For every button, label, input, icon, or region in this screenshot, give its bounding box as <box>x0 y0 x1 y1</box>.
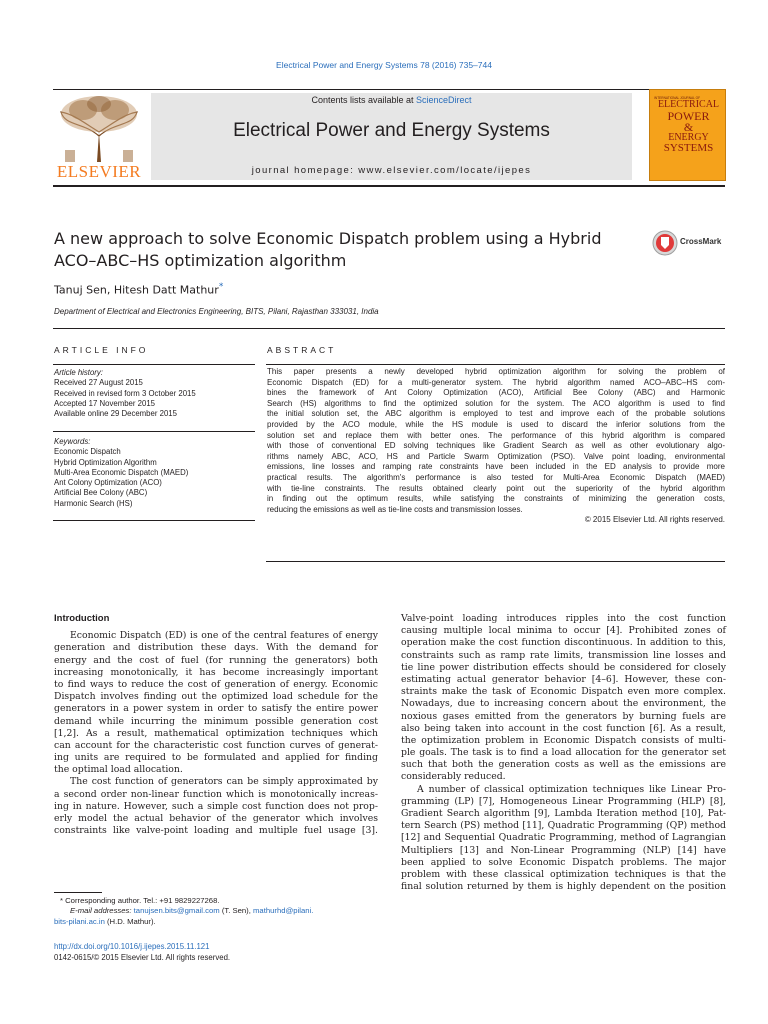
body-line: tie line power distribution effects should be considered for closely <box>401 661 726 673</box>
body-line: energy and the cost of fuel (for running the generators) both <box>54 654 378 666</box>
body-line: considerably reduced. <box>401 771 506 783</box>
abstract-line: solution set and replace them with better ones. The performance of this hybrid algorithm is compared <box>267 430 725 440</box>
journal-cover-thumbnail <box>649 89 726 181</box>
keywords <box>54 437 254 509</box>
footnote <box>54 896 378 927</box>
email-link-mathur[interactable]: mathurhd@pilani. <box>253 906 314 916</box>
body-line: such that both the generation costs as well as the emissions are <box>401 759 726 771</box>
abstract-rule <box>266 364 725 365</box>
body-line: causing multiple local minima to occur [4]. Prohibited zones of <box>401 625 726 637</box>
corresponding-author-mark[interactable]: * <box>218 282 224 292</box>
body-line: operation make the cost function discontinuous. In addition to this, <box>401 637 726 649</box>
body-line: increasing monotonically, it has become increasingly important <box>54 666 378 678</box>
body-line: been applied to solve Economic Dispatch problems. The major <box>401 856 726 868</box>
corresponding-author-note: * Corresponding author. Tel.: +91 9829227268. <box>60 896 220 905</box>
history-item: Received in revised form 3 October 2015 <box>54 388 196 398</box>
page-footer <box>54 942 230 964</box>
keyword: Economic Dispatch <box>54 447 121 457</box>
cover-subtitle: INTERNATIONAL JOURNAL OF <box>654 96 701 100</box>
article-info-heading: ARTICLE INFO <box>54 345 149 355</box>
body-line: tern Search (PS) method [11], Quadratic Programming (QP) method <box>401 820 726 832</box>
email-link-mathur-cont[interactable]: bits-pilani.ac.in <box>54 916 105 926</box>
body-line: the optimization problem in Economic Dispatch consists of multi- <box>401 734 726 746</box>
elsevier-wordmark: ELSEVIER <box>56 162 142 181</box>
body-line: a second order non-linear function which is monotonically increas- <box>54 788 378 800</box>
abstract-line: Search (HS) algorithms to find the optimized solution for the system. The ACO algorithm is used to find <box>267 398 725 408</box>
cover-line: SYSTEMS <box>663 142 714 154</box>
body-line: Nowadays, due to increasing concern about the environment, the <box>401 698 726 710</box>
contents-prefix: Contents lists available at <box>311 95 417 105</box>
body-left-column <box>54 613 378 837</box>
abstract-line: rithms namely ABC, ACO, HS and Particle Swarm Optimization (PSO). Valve point loading, environmental <box>267 451 725 461</box>
body-line: the optimal load allocation. <box>54 764 183 776</box>
body-line: to find ways to reduce the cost of generation of energy. Economic <box>54 678 378 690</box>
history-item: Accepted 17 November 2015 <box>54 398 155 408</box>
body-line: demand while incurring the minimum possible generation cost <box>54 715 378 727</box>
cover-line: & <box>683 120 694 134</box>
abstract-line: with tie-line constraints. The results obtained clearly point out the superiority of the hybrid algorithm <box>267 483 725 493</box>
email-owner-sen: (T. Sen), <box>221 906 251 916</box>
body-line: estimating actual generator behavior [4–6]. However, these con- <box>401 673 726 685</box>
doi-link[interactable]: http://dx.doi.org/10.1016/j.ijepes.2015.11.121 <box>54 942 210 951</box>
body-line: generators in a power system in order to satisfy the entire power <box>54 703 378 715</box>
cover-title <box>650 100 727 153</box>
body-line: Valve-point loading introduces ripples into the cost function <box>401 613 726 624</box>
body-line: ing in nature. However, such a simple cost function does not prop- <box>54 800 378 812</box>
keyword: Hybrid Optimization Algorithm <box>54 457 157 467</box>
body-line: gramming (LP) [7], Homogeneous Linear Programming (HLP) [8], <box>401 795 726 807</box>
abstract-line: the initial solution set, the ABC algorithm is employed to test and improve each of the probable solutions <box>267 409 725 419</box>
crossmark-label: CrossMark <box>680 237 722 246</box>
email-label: E-mail addresses: <box>70 906 132 916</box>
article-title: A new approach to solve Economic Dispatch problem using a Hybrid ACO–ABC–HS optimization algorithm <box>54 229 602 270</box>
elsevier-tree-icon <box>53 92 145 164</box>
abstract-line: with those of conventional ED solving techniques like Gradient Search as well as other evolutionary algo- <box>267 441 725 451</box>
journal-citation-link[interactable]: Electrical Power and Energy Systems 78 (2016) 735–744 <box>276 60 492 70</box>
abstract-line: bines the framework of Ant Colony Optimization (ACO), Artificial Bee Colony (ABC) and Harmonic <box>267 388 725 398</box>
header-rule-bottom <box>53 185 725 187</box>
body-line: problem with these classical optimization techniques is that the <box>401 868 726 880</box>
body-line: generation and distribution these days. With the demand for <box>54 642 378 654</box>
body-line: Dispatch involves finding out the optimized load schedule for the <box>54 691 378 703</box>
abstract-line: Economic Dispatch (ED) for a multi-generator system. The hybrid algorithm named ACO–ABC–HS com- <box>267 377 725 387</box>
author-names: Tanuj Sen, Hitesh Datt Mathur <box>54 283 219 297</box>
body-line: ing units are required to be formulated and applied for finding <box>54 752 378 764</box>
body-line: Gradient Search algorithm [9], Lambda Iteration method [10], Pat- <box>401 808 726 819</box>
body-line: [1,2]. As a result, mathematical optimization techniques which <box>54 727 378 739</box>
history-item: Available online 29 December 2015 <box>54 409 177 419</box>
body-line: Multipliers [13] and Non-Linear Programming (NLP) [14] have <box>401 844 726 856</box>
body-line: ple goals. The task is to find a load allocation for the generator set <box>401 747 726 759</box>
keywords-label: Keywords: <box>54 437 91 446</box>
author-list <box>54 282 223 297</box>
body-line: constraints such as ramp rate limits, transmission line losses and <box>401 649 726 661</box>
introduction-heading: Introduction <box>54 613 110 624</box>
keyword: Ant Colony Optimization (ACO) <box>54 478 162 488</box>
affiliation: Department of Electrical and Electronics Engineering, BITS, Pilani, Rajasthan 333031, India <box>54 307 379 316</box>
body-line: also being taken into account in the cost function [6]. As a result, <box>401 722 726 734</box>
email-link-sen[interactable]: tanujsen.bits@gmail.com <box>133 906 220 916</box>
abstract-line: provided by the ACO module, while the HS module is used to discard the inferior solutions from the <box>267 419 725 429</box>
abstract-copyright: © 2015 Elsevier Ltd. All rights reserved. <box>584 515 725 525</box>
header-rule-top <box>53 89 725 90</box>
history-label: Article history: <box>54 368 103 377</box>
abstract-heading: ABSTRACT <box>267 345 337 355</box>
cover-line: ENERGY <box>668 132 709 143</box>
journal-banner <box>151 93 632 180</box>
body-line: final solution returned by them is highly dependent on the position <box>401 881 726 893</box>
sciencedirect-link[interactable]: ScienceDirect <box>416 95 472 105</box>
elsevier-logo <box>53 92 145 182</box>
cover-line: POWER <box>667 109 710 123</box>
abstract-line: reducing the emissions as well as tie-line costs and transmission losses. <box>267 504 523 514</box>
keyword: Harmonic Search (HS) <box>54 498 133 508</box>
body-line: Economic Dispatch (ED) is one of the central features of energy <box>70 630 378 642</box>
abstract-line: practical results. The algorithm's performance is also tested for Multi-Area Economic Dispatch (MAED) <box>267 472 725 482</box>
crossmark-icon <box>652 229 678 257</box>
abstract-bottom-rule <box>266 561 725 562</box>
abstract-line: in finding out the optimum results, while satisfying the constraints of minimizing the generation costs, <box>267 494 725 504</box>
body-line: The cost function of generators can be simply approximated by <box>70 776 378 788</box>
article-history <box>54 368 254 419</box>
history-rule <box>53 431 255 432</box>
email-owner-mathur: (H.D. Mathur). <box>107 916 156 926</box>
crossmark-badge[interactable] <box>652 229 732 259</box>
affiliation-rule <box>53 328 725 329</box>
keyword: Multi-Area Economic Dispatch (MAED) <box>54 467 189 477</box>
abstract-line: emissions, line losses and ramping rate constraints have been included in the ED analysis to provide more <box>267 462 725 472</box>
article-info-rule <box>53 364 255 365</box>
journal-homepage[interactable]: journal homepage: www.elsevier.com/locate/ijepes <box>251 165 532 176</box>
contents-available <box>151 95 632 105</box>
body-line: noxious gases emitted from the generators by burning fuels are <box>401 710 726 722</box>
body-line: constraints like valve-point loading and multiple fuel usage [3]. <box>54 825 378 837</box>
body-line: erly model the actual behavior of the generator which involves <box>54 813 378 824</box>
body-right-column <box>401 613 726 893</box>
abstract-text <box>267 367 725 526</box>
abstract-line: This paper presents a newly developed hybrid optimization algorithm for solving the problem of <box>267 367 725 376</box>
issn-copyright: 0142-0615/© 2015 Elsevier Ltd. All rights reserved. <box>54 952 231 962</box>
history-item: Received 27 August 2015 <box>54 378 143 388</box>
cover-line: ELECTRICAL <box>657 99 720 110</box>
body-line: [12] and Sequential Quadratic Programming, method of Lagrangian <box>401 832 726 844</box>
body-line: A number of classical optimization techniques like Linear Pro- <box>417 783 726 795</box>
body-line: can account for the characteristic cost function curves of generat- <box>54 739 378 751</box>
body-line: straints make the task of Economic Dispatch even more complex. <box>401 686 726 698</box>
footnote-rule <box>54 892 102 893</box>
keywords-rule <box>53 520 255 521</box>
keyword: Artificial Bee Colony (ABC) <box>54 488 148 498</box>
journal-title: Electrical Power and Energy Systems <box>233 120 550 141</box>
